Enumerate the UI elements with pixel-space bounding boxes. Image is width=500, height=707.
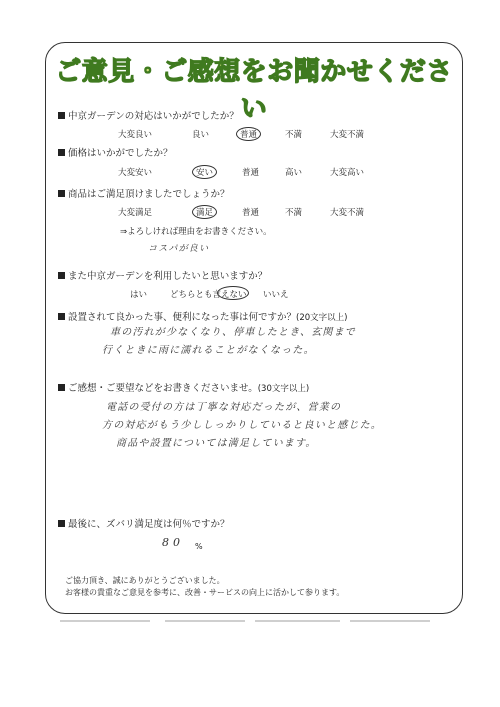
- square-bullet-icon: [58, 112, 65, 119]
- option-very-satisfied[interactable]: 大変満足: [118, 208, 153, 218]
- question-label: ご感想・ご要望などをお書きくださいませ。: [68, 383, 258, 394]
- option-no[interactable]: いいえ: [263, 290, 289, 300]
- footer-note: お客様の貴重なご意見を参考に、改善・サービスの向上に活かして参ります。: [65, 588, 345, 597]
- option-yes[interactable]: はい: [130, 290, 148, 300]
- question-note: (20文字以上): [296, 313, 348, 323]
- benefit-answer-line-2[interactable]: 行くときに雨に濡れることがなくなった。: [102, 345, 315, 356]
- question-label: 設置されて良かった事、便利になった事は何ですか？: [68, 312, 297, 323]
- option-good[interactable]: 良い: [192, 130, 210, 140]
- option-normal-selected[interactable]: 普通: [236, 127, 261, 141]
- option-normal[interactable]: 普通: [242, 208, 260, 218]
- option-satisfied-selected[interactable]: 満足: [192, 205, 217, 219]
- feedback-answer-line-3[interactable]: 商品や設置については満足しています。: [116, 438, 317, 449]
- scan-artifact: [60, 620, 150, 622]
- footer-thanks: ご協力頂き、誠にありがとうございました。: [65, 576, 225, 585]
- feedback-answer-line-2[interactable]: 方の対応がもう少ししっかりしていると良いと感じた。: [102, 420, 382, 431]
- option-normal[interactable]: 普通: [242, 168, 260, 178]
- satisfaction-answer[interactable]: 80: [162, 536, 184, 549]
- question-label: また中京ガーデンを利用したいと思いますか？: [68, 271, 268, 282]
- question-reuse: [58, 268, 267, 282]
- benefit-answer-line-1[interactable]: 車の汚れが少なくなり、停車したとき、玄関まで: [110, 327, 356, 338]
- square-bullet-icon: [58, 272, 65, 279]
- option-very-dissatisfied[interactable]: 大変不満: [330, 130, 365, 140]
- option-expensive[interactable]: 高い: [285, 168, 303, 178]
- question-satisfaction: [58, 516, 230, 530]
- reason-answer[interactable]: コスパが良い: [148, 244, 210, 254]
- option-very-dissatisfied[interactable]: 大変不満: [330, 208, 365, 218]
- scan-artifact: [350, 620, 430, 622]
- square-bullet-icon: [58, 384, 65, 391]
- square-bullet-icon: [58, 190, 65, 197]
- question-feedback: [58, 380, 309, 394]
- reason-prompt: ⇒よろしければ理由をお書きください。: [120, 227, 272, 237]
- option-dissatisfied[interactable]: 不満: [285, 130, 303, 140]
- question-product: [58, 186, 230, 200]
- percent-unit: %: [195, 542, 203, 551]
- question-note: (30文字以上): [257, 384, 310, 394]
- feedback-answer-line-1[interactable]: 電話の受付の方は丁寧な対応だったが、営業の: [106, 402, 342, 413]
- scan-artifact: [165, 620, 245, 622]
- question-label: 商品はご満足頂けましたでしょうか？: [68, 189, 230, 200]
- option-very-cheap[interactable]: 大変安い: [118, 168, 153, 178]
- question-benefit: [58, 309, 347, 323]
- question-service: [58, 108, 239, 122]
- option-cheap-selected[interactable]: 安い: [192, 165, 217, 179]
- option-very-expensive[interactable]: 大変高い: [330, 168, 365, 178]
- selection-circle-mark: [217, 286, 249, 300]
- square-bullet-icon: [58, 149, 65, 156]
- question-label: 最後に、ズバリ満足度は何％ですか？: [68, 519, 230, 530]
- option-neutral-label: どちらとも言えない: [170, 290, 247, 300]
- square-bullet-icon: [58, 313, 65, 320]
- question-price: [58, 145, 173, 159]
- option-dissatisfied[interactable]: 不満: [285, 208, 303, 218]
- square-bullet-icon: [58, 520, 65, 527]
- question-label: 価格はいかがでしたか？: [68, 148, 173, 159]
- question-label: 中京ガーデンの対応はいかがでしたか？: [68, 111, 239, 122]
- scan-artifact: [255, 620, 340, 622]
- option-very-good[interactable]: 大変良い: [118, 130, 153, 140]
- survey-title: ご意見・ご感想をお聞かせください: [55, 57, 453, 124]
